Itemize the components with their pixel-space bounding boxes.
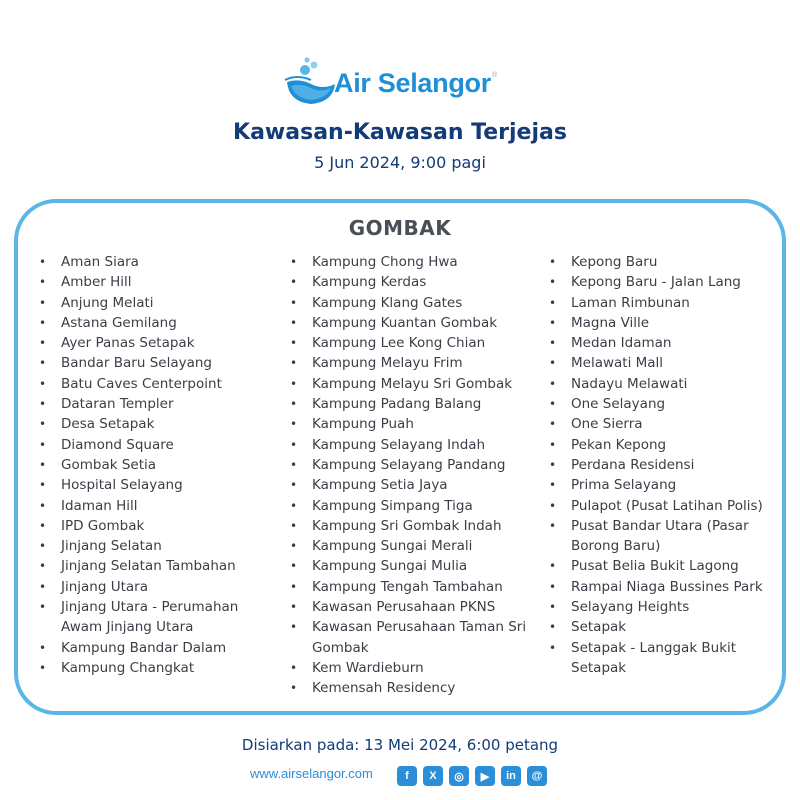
area-column-2: [290, 252, 540, 699]
brand-logo: [0, 52, 800, 108]
area-list-item: • Kem Wardieburn: [290, 658, 540, 678]
area-list-item: • Kampung Selayang Indah: [290, 435, 540, 455]
area-list-item: • Hospital Selayang: [39, 475, 279, 495]
area-list-item: • Magna Ville: [549, 313, 779, 333]
area-list-item: • Diamond Square: [39, 435, 279, 455]
brand-name: Air Selangor®: [334, 68, 497, 98]
area-list-item: • Kampung Tengah Tambahan: [290, 577, 540, 597]
facebook-icon[interactable]: f: [397, 766, 417, 786]
threads-icon[interactable]: @: [527, 766, 547, 786]
area-list-item: • Kawasan Perusahaan PKNS: [290, 597, 540, 617]
area-list-item: • Ayer Panas Setapak: [39, 333, 279, 353]
instagram-icon[interactable]: ◎: [449, 766, 469, 786]
area-list-item: • Kampung Puah: [290, 414, 540, 434]
area-list-item: • Rampai Niaga Bussines Park: [549, 577, 779, 597]
area-list-item: • Kampung Klang Gates: [290, 293, 540, 313]
area-list-item: • Bandar Baru Selayang: [39, 353, 279, 373]
area-list-item: • Gombak Setia: [39, 455, 279, 475]
area-list-item: • Kampung Melayu Sri Gombak: [290, 374, 540, 394]
area-list-item: • Kepong Baru - Jalan Lang: [549, 272, 779, 292]
area-list-item: • Amber Hill: [39, 272, 279, 292]
area-list-item: • IPD Gombak: [39, 516, 279, 536]
area-list-item: • Kampung Sri Gombak Indah: [290, 516, 540, 536]
area-list-item: • Pusat Belia Bukit Lagong: [549, 556, 779, 576]
area-list-item: • Selayang Heights: [549, 597, 779, 617]
area-list-item: • Kawasan Perusahaan Taman Sri Gombak: [290, 617, 540, 658]
area-list-item: • Desa Setapak: [39, 414, 279, 434]
area-list-item: • Perdana Residensi: [549, 455, 779, 475]
social-links: [397, 766, 547, 786]
area-list-item: • Jinjang Utara: [39, 577, 279, 597]
area-list-item: • Kampung Sungai Mulia: [290, 556, 540, 576]
area-list-item: • Kepong Baru: [549, 252, 779, 272]
area-column-1: [39, 252, 279, 678]
area-list-item: • Aman Siara: [39, 252, 279, 272]
area-list-item: • Laman Rimbunan: [549, 293, 779, 313]
page-subtitle: 5 Jun 2024, 9:00 pagi: [314, 153, 486, 172]
area-list-item: • Kampung Chong Hwa: [290, 252, 540, 272]
youtube-icon[interactable]: ▶: [475, 766, 495, 786]
area-list-item: • Setapak - Langgak Bukit Setapak: [549, 638, 779, 679]
area-list-item: • Kampung Simpang Tiga: [290, 496, 540, 516]
area-list-item: • Pusat Bandar Utara (Pasar Borong Baru): [549, 516, 779, 557]
area-list-item: • Nadayu Melawati: [549, 374, 779, 394]
area-list-item: • Jinjang Selatan: [39, 536, 279, 556]
website-link[interactable]: www.airselangor.com: [250, 766, 373, 781]
area-list-item: • Jinjang Utara - Perumahan Awam Jinjang Utara: [39, 597, 279, 638]
area-list-item: • Kampung Bandar Dalam: [39, 638, 279, 658]
broadcast-note: Disiarkan pada: 13 Mei 2024, 6:00 petang: [241, 736, 559, 754]
area-list-item: • Kampung Kuantan Gombak: [290, 313, 540, 333]
linkedin-icon[interactable]: in: [501, 766, 521, 786]
area-list-item: • Setapak: [549, 617, 779, 637]
area-list-item: • Kampung Lee Kong Chian: [290, 333, 540, 353]
area-list-item: • Kampung Setia Jaya: [290, 475, 540, 495]
area-list-item: • One Selayang: [549, 394, 779, 414]
area-list-item: • Batu Caves Centerpoint: [39, 374, 279, 394]
area-list-item: • Medan Idaman: [549, 333, 779, 353]
area-list-item: • Kampung Padang Balang: [290, 394, 540, 414]
area-list-item: • One Sierra: [549, 414, 779, 434]
area-list-item: • Idaman Hill: [39, 496, 279, 516]
area-list-item: • Pulapot (Pusat Latihan Polis): [549, 496, 779, 516]
area-list-item: • Pekan Kepong: [549, 435, 779, 455]
area-list-item: • Kampung Melayu Frim: [290, 353, 540, 373]
page-title: Kawasan-Kawasan Terjejas: [233, 120, 567, 145]
area-column-3: [549, 252, 779, 678]
area-list-item: • Kemensah Residency: [290, 678, 540, 698]
area-list-item: • Anjung Melati: [39, 293, 279, 313]
area-list-item: • Jinjang Selatan Tambahan: [39, 556, 279, 576]
area-list-item: • Kampung Kerdas: [290, 272, 540, 292]
area-list-item: • Astana Gemilang: [39, 313, 279, 333]
area-list-item: • Prima Selayang: [549, 475, 779, 495]
area-list-item: • Kampung Selayang Pandang: [290, 455, 540, 475]
area-list-item: • Melawati Mall: [549, 353, 779, 373]
region-heading: GOMBAK: [348, 216, 452, 240]
x-icon[interactable]: X: [423, 766, 443, 786]
area-list-item: • Kampung Sungai Merali: [290, 536, 540, 556]
area-list-item: • Dataran Templer: [39, 394, 279, 414]
area-list-item: • Kampung Changkat: [39, 658, 279, 678]
water-drop-logo-icon: [283, 52, 339, 108]
